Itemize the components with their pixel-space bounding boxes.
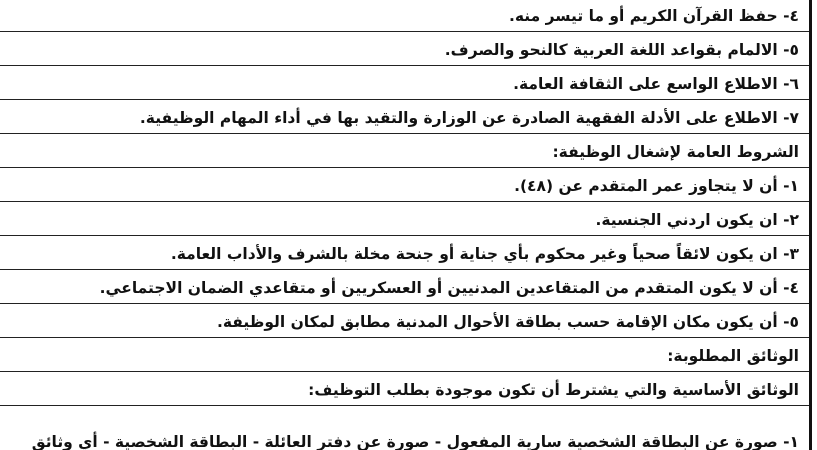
requirement-item: ٤- حفظ القرآن الكريم أو ما تيسر منه. <box>509 7 799 25</box>
row-divider <box>0 269 809 270</box>
condition-item: ٤- أن لا يكون المتقدم من المتقاعدين المدنيين أو العسكريين أو متقاعدي الضمان الاجتماعي. <box>99 279 799 297</box>
row-divider <box>0 405 809 406</box>
row-divider <box>0 65 809 66</box>
row-divider <box>0 31 809 32</box>
section-heading-general-conditions: الشروط العامة لإشغال الوظيفة: <box>552 143 799 161</box>
document-item: ١- صورة عن البطاقة الشخصية سارية المفعول - صورة عن دفتر العائلة - البطاقة الشخصية - أي وثائق <box>31 433 799 450</box>
row-divider <box>0 201 809 202</box>
row-divider <box>0 337 809 338</box>
requirement-item: ٥- الالمام بقواعد اللغة العربية كالنحو والصرف. <box>444 41 799 59</box>
row-divider <box>0 235 809 236</box>
row-divider <box>0 99 809 100</box>
condition-item: ٥- أن يكون مكان الإقامة حسب بطاقة الأحوال المدنية مطابق لمكان الوظيفة. <box>216 313 799 331</box>
condition-item: ٢- ان يكون اردني الجنسية. <box>595 211 799 229</box>
requirement-item: ٦- الاطلاع الواسع على الثقافة العامة. <box>513 75 799 93</box>
row-divider <box>0 303 809 304</box>
section-subheading-basic-documents: الوثائق الأساسية والتي يشترط أن تكون موجودة بطلب التوظيف: <box>308 381 799 399</box>
section-heading-required-documents: الوثائق المطلوبة: <box>667 347 799 365</box>
requirement-item: ٧- الاطلاع على الأدلة الفقهية الصادرة عن الوزارة والتقيد بها في أداء المهام الوظيفية. <box>139 109 799 127</box>
condition-item: ٣- ان يكون لائقاً صحياً وغير محكوم بأي جناية أو جنحة مخلة بالشرف والأداب العامة. <box>170 245 799 263</box>
condition-item: ١- أن لا يتجاوز عمر المتقدم عن (٤٨). <box>514 177 799 195</box>
row-divider <box>0 167 809 168</box>
row-divider <box>0 371 809 372</box>
row-divider <box>0 133 809 134</box>
